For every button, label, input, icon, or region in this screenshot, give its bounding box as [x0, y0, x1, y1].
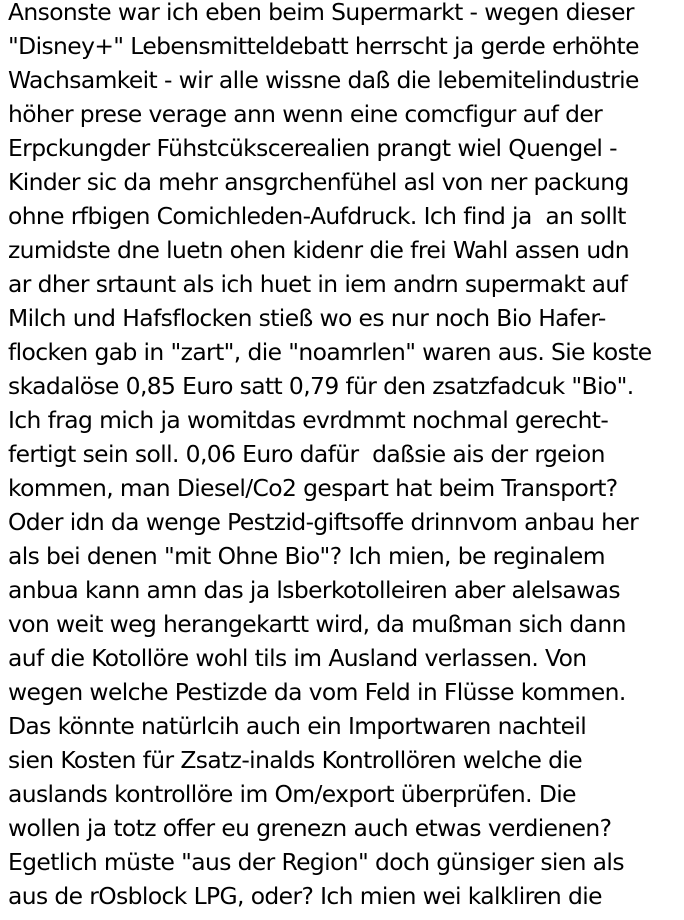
text-line: skadalöse 0,85 Euro satt 0,79 für den zsatzfadcuk "Bio".	[8, 372, 634, 400]
text-line: ohne rfbigen Comichleden-Aufdruck. Ich find ja an sollt	[8, 202, 626, 230]
text-line: anbua kann amn das ja lsberkotolleiren aber alelsawas	[8, 576, 621, 604]
text-line: wegen welche Pestizde da vom Feld in Flüsse kommen.	[8, 678, 626, 706]
text-line: Ansonste war ich eben beim Supermarkt - wegen dieser	[8, 0, 634, 26]
text-line: wollen ja totz offer eu grenezn auch etwas verdienen?	[8, 814, 612, 842]
text-line: von weit weg herangekartt wird, da mußman sich dann	[8, 610, 626, 638]
text-line: als bei denen "mit Ohne Bio"? Ich mien, be reginalem	[8, 542, 605, 570]
text-line: Oder idn da wenge Pestzid-giftsoffe drinnvom anbau her	[8, 508, 639, 536]
text-line: Ich frag mich ja womitdas evrdmmt nochmal gerecht-	[8, 406, 609, 434]
text-line: fertigt sein soll. 0,06 Euro dafür daßsie ais der rgeion	[8, 440, 605, 468]
text-line: höher prese verage ann wenn eine comcfigur auf der	[8, 100, 603, 128]
document-text	[8, 0, 684, 913]
text-line: Das könnte natürlcih auch ein Importwaren nachteil	[8, 712, 587, 740]
text-line: kommen, man Diesel/Co2 gespart hat beim Transport?	[8, 474, 618, 502]
text-line: ar dher srtaunt als ich huet in iem andrn supermakt auf	[8, 270, 628, 298]
text-line: Erpckungder Fühstcükscerealien prangt wiel Quengel -	[8, 134, 617, 162]
text-line: auslands kontrollöre im Om/export überprüfen. Die	[8, 780, 576, 808]
text-line: sien Kosten für Zsatz-inalds Kontrollören welche die	[8, 746, 583, 774]
text-line: flocken gab in "zart", die "noamrlen" waren aus. Sie koste	[8, 338, 652, 366]
text-line: auf die Kotollöre wohl tils im Ausland verlassen. Von	[8, 644, 587, 672]
text-line: Egetlich müste "aus der Region" doch günsiger sien als	[8, 848, 624, 876]
text-line: Milch und Hafsflocken stieß wo es nur noch Bio Hafer-	[8, 304, 606, 332]
text-line: Wachsamkeit - wir alle wissne daß die lebemitelindustrie	[8, 66, 639, 94]
text-line: Kinder sic da mehr ansgrchenfühel asl von ner packung	[8, 168, 629, 196]
text-line: zumidste dne luetn ohen kidenr die frei Wahl assen udn	[8, 236, 630, 264]
text-line: aus de rOsblock LPG, oder? Ich mien wei kalkliren die	[8, 882, 602, 910]
text-line: "Disney+" Lebensmitteldebatt herrscht ja gerde erhöhte	[8, 32, 639, 60]
